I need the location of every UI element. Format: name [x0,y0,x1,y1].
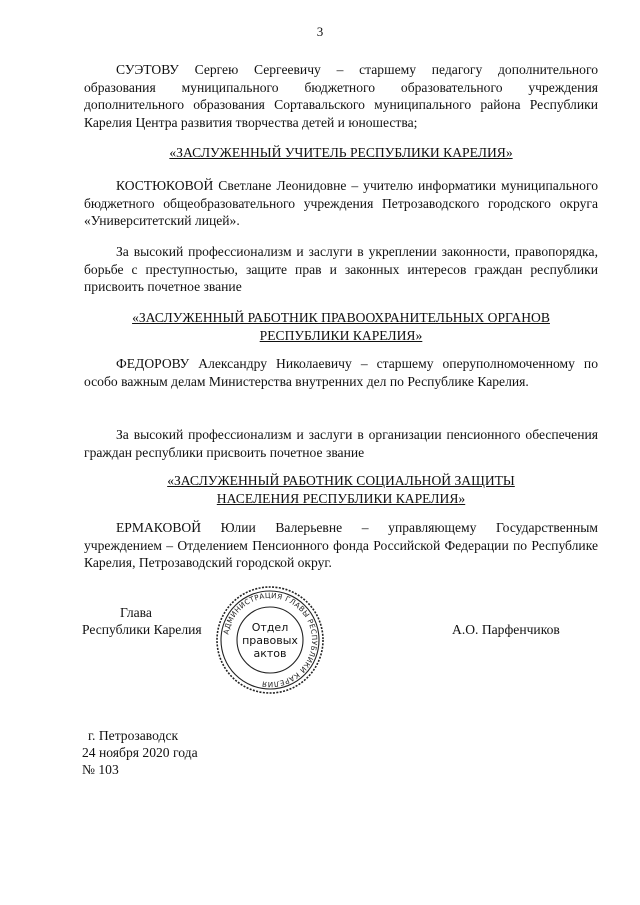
paragraph-ermakova: ЕРМАКОВОЙ Юлии Валерьевне – управляющему Государственным учреждением – Отделением Пенсионного фонда Российской Федерации по Республике Карелия, Петрозаводский городской округ. [84,520,598,570]
paragraph-kostyukova: КОСТЮКОВОЙ Светлане Леонидовне – учителю информатики муниципального бюджетного общеобразовательного учреждения Петрозаводского городского округа «Университетский лицей». [84,178,598,228]
paragraph-law-enforcement-intro: За высокий профессионализм и заслуги в укреплении законности, правопорядка, борьбе с преступностью, защите прав и законных интересов граждан республики присвоить почетное звание [84,244,598,294]
title-social-protection [84,472,598,507]
title-social-protection-line1: «ЗАСЛУЖЕННЫЙ РАБОТНИК СОЦИАЛЬНОЙ ЗАЩИТЫ [167,473,515,488]
title-social-protection-line2: НАСЕЛЕНИЯ РЕСПУБЛИКИ КАРЕЛИЯ» [216,490,466,506]
stamp-center-line1: Отдел [251,621,289,634]
footer-city: г. Петрозаводск [88,728,179,743]
signature-role-line1: Глава [120,605,152,620]
title-law-enforcement [84,309,598,344]
stamp-center-line3: актов [253,647,287,660]
title-honored-teacher [84,144,598,162]
title-law-enforcement-line1: «ЗАСЛУЖЕННЫЙ РАБОТНИК ПРАВООХРАНИТЕЛЬНЫХ ОРГАНОВ [132,310,550,325]
paragraph-suetov: СУЭТОВУ Сергею Сергеевичу – старшему педагогу дополнительного образования муниципального бюджетного образовательного учреждения дополнительного образования Сортавальского муниципального района Республики Карелия Центра развития творчества детей и юношества; [84,62,598,130]
title-law-enforcement-line2: РЕСПУБЛИКИ КАРЕЛИЯ» [259,327,423,343]
footer-date: 24 ноября 2020 года [82,745,198,760]
stamp-ring-text: АДМИНИСТРАЦИЯ ГЛАВЫ РЕСПУБЛИКИ КАРЕЛИЯ [221,590,320,690]
paragraph-fedorov: ФЕДОРОВУ Александру Николаевичу – старшему оперуполномоченному по особо важным делам Министерства внутренних дел по Республике Карелия. [84,356,598,389]
title-honored-teacher-text: «ЗАСЛУЖЕННЫЙ УЧИТЕЛЬ РЕСПУБЛИКИ КАРЕЛИЯ» [169,145,513,160]
page-number: 3 [316,24,324,39]
stamp-center-line2: правовых [242,634,298,647]
official-stamp [214,584,326,696]
signature-role-line2: Республики Карелия [82,622,202,637]
signature-name: А.О. Парфенчиков [452,622,560,637]
paragraph-pension-intro: За высокий профессионализм и заслуги в организации пенсионного обеспечения граждан республики присвоить почетное звание [84,427,598,460]
footer-number: № 103 [82,762,119,777]
